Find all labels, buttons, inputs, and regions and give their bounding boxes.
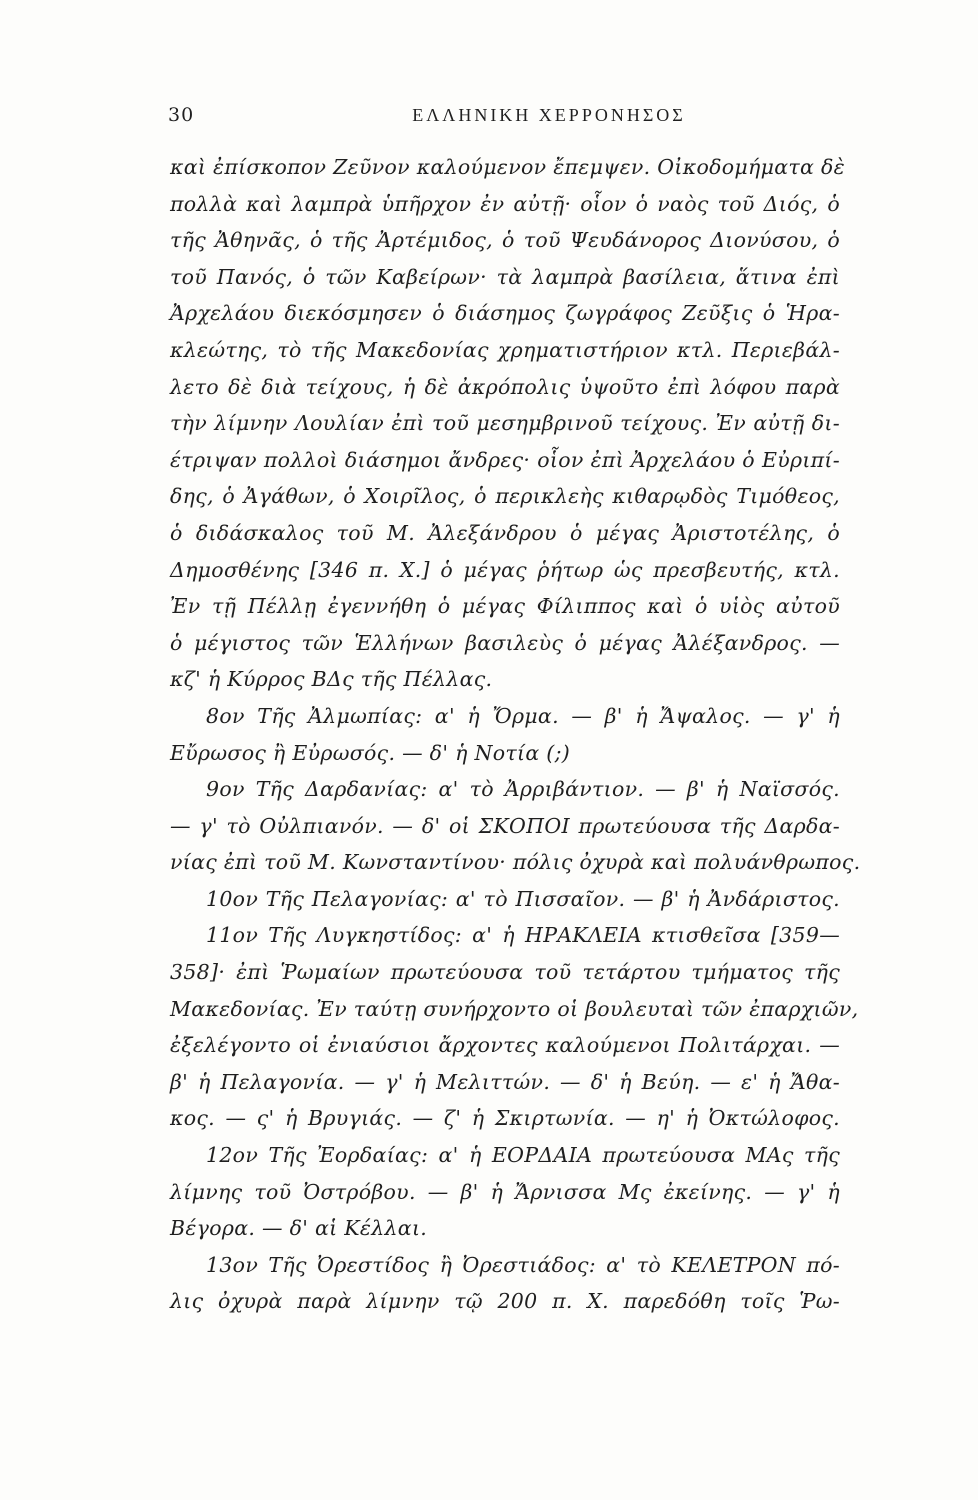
text-line: 358]· ἐπὶ Ῥωμαίων πρωτεύουσα τοῦ τετάρτου τμήματος τῆς [170,960,840,985]
text-line: νίας ἐπὶ τοῦ Μ. Κωνσταντίνου· πόλις ὀχυρὰ καὶ πολυάνθρωπος. [170,850,861,875]
text-line: — γ' τὸ Οὐλπιανόν. — δ' οἱ ΣΚΟΠΟΙ πρωτεύουσα τῆς Δαρδα- [170,813,840,838]
text-line: έτριψαν πολλοὶ διάσημοι ἄνδρες· οἷον ἐπὶ Ἀρχελάου ὁ Εὐριπί- [170,447,840,472]
text-line: β' ἡ Πελαγονία. — γ' ἡ Μελιττών. — δ' ἡ Βεύη. — ε' ἡ Ἄθα- [170,1069,840,1094]
text-line: τοῦ Πανός, ὁ τῶν Καβείρων· τὰ λαμπρὰ βασίλεια, ἅτινα ἐπὶ [170,264,840,289]
text-line: καὶ ἐπίσκοπον Ζεῦνον καλούμενον ἔπεμψεν. Οἰκοδομήματα δὲ [170,155,845,179]
text-line: 13ον Τῆς Ὀρεστίδος ἢ Ὀρεστιάδος: α' τὸ ΚΕΛΕΤΡΟΝ πό- [206,1252,840,1277]
text-line: ἐξελέγοντο οἱ ἐνιαύσιοι ἄρχοντες καλούμενοι Πολιτάρχαι. — [170,1033,840,1058]
page-header [168,104,840,134]
text-line: 11ον Τῆς Λυγκηστίδος: α' ἡ ΗΡΑΚΛΕΙΑ κτισθεῖσα [359— [206,923,840,948]
text-line: λετο δὲ διὰ τείχους, ἡ δὲ ἀκρόπολις ὑψοῦτο ἐπὶ λόφου παρὰ [170,374,840,399]
text-line: τῆς Ἀθηνᾶς, ὁ τῆς Ἀρτέμιδος, ὁ τοῦ Ψευδάνορος Διονύσου, ὁ [170,228,840,253]
text-line: λίμνης τοῦ Ὀστρόβου. — β' ἡ Ἄρνισσα Μς ἐκείνης. — γ' ἡ [170,1179,840,1204]
running-title: ΕΛΛΗΝΙΚΗ ΧΕΡΡΟΝΗΣΟΣ [412,105,686,125]
text-line: Ἀρχελάου διεκόσμησεν ὁ διάσημος ζωγράφος Ζεῦξις ὁ Ἡρα- [170,301,840,326]
text-line: 12ον Τῆς Ἐορδαίας: α' ἡ ΕΟΡΔΑΙΑ πρωτεύουσα ΜΑς τῆς [206,1143,840,1168]
page-number: 30 [168,104,195,126]
text-line: 9ον Τῆς Δαρδανίας: α' τὸ Ἀρριβάντιον. — β' ἡ Ναϊσσός. [206,777,840,802]
text-line: Εὔρωσος ἢ Εὐρωσός. — δ' ἡ Νοτία (;) [170,740,571,765]
text-line: 8ον Τῆς Ἀλμωπίας: α' ἡ Ὄρμα. — β' ἡ Ἄψαλος. — γ' ἡ [206,703,840,728]
text-line: 10ον Τῆς Πελαγονίας: α' τὸ Πισσαῖον. — β' ἡ Ἀνδάριστος. [206,886,840,911]
text-line: τὴν λίμνην Λουλίαν ἐπὶ τοῦ μεσημβρινοῦ τείχους. Ἐν αὐτῇ δι- [170,411,840,436]
text-line: κζ' ἡ Κύρρος ΒΔς τῆς Πέλλας. [170,667,493,692]
text-line: ὁ μέγιστος τῶν Ἑλλήνων βασιλεὺς ὁ μέγας Ἀλέξανδρος. — [170,630,840,655]
text-line: δης, ὁ Ἀγάθων, ὁ Χοιρῖλος, ὁ περικλεὴς κιθαρῳδὸς Τιμόθεος, [170,484,840,509]
body-text [170,149,861,1320]
text-line: Ἐν τῇ Πέλλῃ ἐγεννήθη ὁ μέγας Φίλιππος καὶ ὁ υἱὸς αὐτοῦ [170,594,840,619]
text-line: Βέγορα. — δ' αἱ Κέλλαι. [170,1216,428,1241]
text-line: Μακεδονίας. Ἐν ταύτῃ συνήρχοντο οἱ βουλευταὶ τῶν ἐπαρχιῶν, [170,996,859,1021]
text-line: λις ὀχυρὰ παρὰ λίμνην τῷ 200 π. Χ. παρεδόθη τοῖς Ῥω- [170,1289,840,1314]
text-line: Δημοσθένης [346 π. Χ.] ὁ μέγας ῥήτωρ ὡς πρεσβευτής, κτλ. [170,557,840,582]
text-line: κος. — ς' ἡ Βρυγιάς. — ζ' ἡ Σκιρτωνία. — η' ἡ Ὀκτώλοφος. [170,1106,840,1131]
text-line: κλεώτης, τὸ τῆς Μακεδονίας χρηματιστήριον κτλ. Περιεβάλ- [170,337,840,362]
text-line: πολλὰ καὶ λαμπρὰ ὑπῆρχον ἐν αὐτῇ· οἷον ὁ ναὸς τοῦ Διός, ὁ [170,191,840,216]
text-line: ὁ διδάσκαλος τοῦ Μ. Ἀλεξάνδρου ὁ μέγας Ἀριστοτέλης, ὁ [170,520,840,545]
